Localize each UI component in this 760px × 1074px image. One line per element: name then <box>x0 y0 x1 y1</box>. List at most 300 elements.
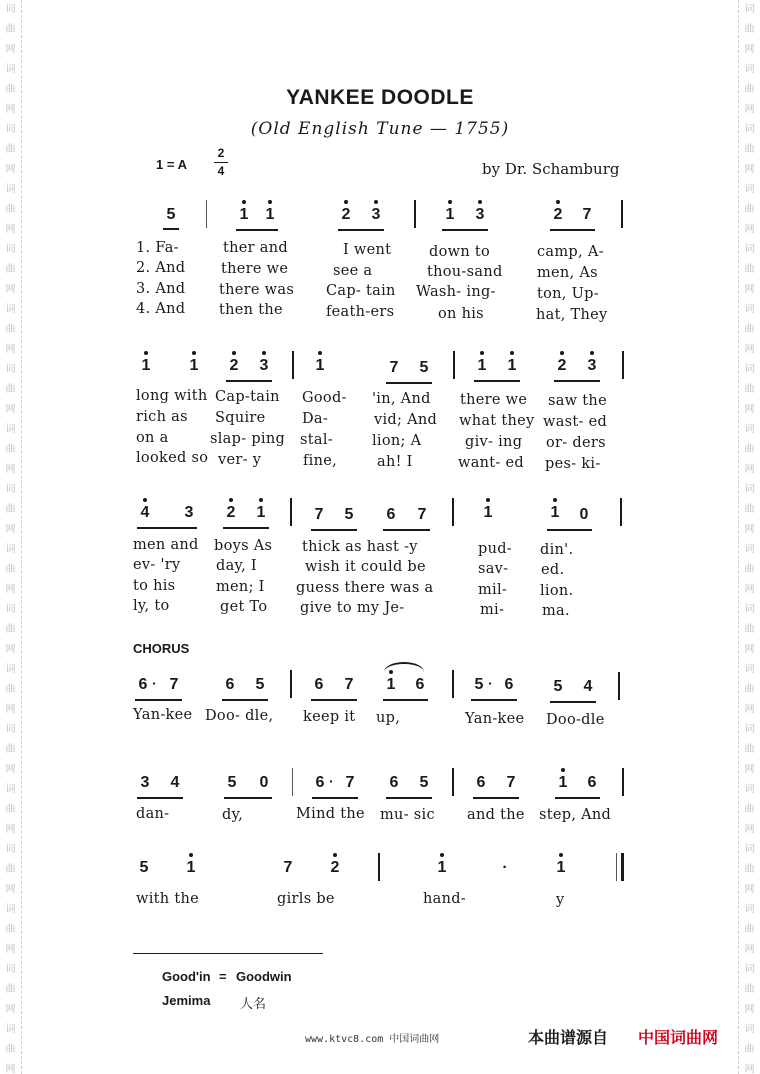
watermark-glyph: 网 <box>5 524 16 535</box>
final-bar-thick <box>621 853 624 881</box>
watermark-glyph: 词 <box>744 4 755 15</box>
lyric: step, And <box>539 807 612 823</box>
watermark-glyph: 曲 <box>744 984 755 995</box>
lyric: men and <box>133 537 199 553</box>
watermark-glyph: 曲 <box>5 324 16 335</box>
note: 4 <box>583 678 593 695</box>
watermark-left <box>0 0 22 1074</box>
dot-separator: · <box>152 675 157 691</box>
watermark-glyph: 网 <box>5 824 16 835</box>
watermark-glyph: 曲 <box>5 264 16 275</box>
bar-line <box>453 351 455 379</box>
note: 6 <box>389 774 399 791</box>
watermark-glyph: 曲 <box>5 204 16 215</box>
note: 6 <box>504 676 514 693</box>
watermark-glyph: 网 <box>5 584 16 595</box>
watermark-glyph: 曲 <box>744 744 755 755</box>
lyric: Doo-dle <box>546 712 605 728</box>
lyric: stal- <box>300 432 333 448</box>
note: 5 <box>474 676 484 693</box>
bar-line <box>292 351 294 379</box>
note: 7 <box>345 774 355 791</box>
watermark-glyph: 曲 <box>744 264 755 275</box>
underline <box>223 527 269 529</box>
note: 3 <box>472 206 488 224</box>
bar-line <box>290 498 292 526</box>
note: 4 <box>170 774 180 791</box>
lyric: pud- <box>478 541 513 557</box>
watermark-glyph: 词 <box>5 304 16 315</box>
lyric: boys As <box>214 538 273 554</box>
note: 1 <box>312 357 328 375</box>
underline <box>224 797 272 799</box>
lyric: ev- 'ry <box>133 557 181 573</box>
watermark-glyph: 曲 <box>744 924 755 935</box>
watermark-glyph: 词 <box>5 64 16 75</box>
watermark-glyph: 网 <box>744 944 755 955</box>
watermark-glyph: 词 <box>5 964 16 975</box>
note: 7 <box>283 859 293 876</box>
watermark-glyph: 曲 <box>744 384 755 395</box>
lyric: 2. And <box>136 260 186 276</box>
note: 5 <box>255 676 265 693</box>
note: 1 <box>236 206 252 224</box>
note: 7 <box>389 359 399 376</box>
note: 6 <box>225 676 235 693</box>
note: 2 <box>554 357 570 375</box>
lyric: hat, They <box>536 307 608 323</box>
underline <box>471 699 517 701</box>
note: 5 <box>227 774 237 791</box>
lyric: mi- <box>480 602 505 618</box>
underline <box>442 229 488 231</box>
underline <box>312 797 358 799</box>
note: 5 <box>163 206 179 224</box>
watermark-glyph: 网 <box>5 1004 16 1015</box>
underline <box>137 797 183 799</box>
watermark-glyph: 曲 <box>744 84 755 95</box>
underline <box>554 380 600 382</box>
underline <box>383 699 428 701</box>
watermark-glyph: 词 <box>5 844 16 855</box>
author: by Dr. Schamburg <box>482 160 620 178</box>
bar-line <box>452 498 454 526</box>
lyric: feath-ers <box>326 304 395 320</box>
time-signature <box>214 146 228 179</box>
watermark-glyph: 网 <box>744 584 755 595</box>
watermark-glyph: 曲 <box>5 924 16 935</box>
watermark-glyph: 网 <box>744 524 755 535</box>
bar-line <box>378 853 380 881</box>
note: 1 <box>183 859 199 877</box>
note: 5 <box>344 506 354 523</box>
watermark-glyph: 网 <box>5 164 16 175</box>
watermark-glyph: 曲 <box>5 684 16 695</box>
watermark-glyph: 词 <box>5 364 16 375</box>
lyric: girls be <box>277 891 335 907</box>
watermark-glyph: 曲 <box>5 144 16 155</box>
lyric: dan- <box>136 806 170 822</box>
lyric: and the <box>467 807 525 823</box>
watermark-glyph: 词 <box>744 604 755 615</box>
watermark-glyph: 词 <box>744 544 755 555</box>
watermark-glyph: 网 <box>5 764 16 775</box>
lyric: get To <box>220 599 268 615</box>
note: 5 <box>419 774 429 791</box>
lyric: ver- y <box>218 452 262 468</box>
note: 1 <box>383 676 399 694</box>
note: 2 <box>338 206 354 224</box>
watermark-glyph: 曲 <box>5 24 16 35</box>
note: 1 <box>480 504 496 522</box>
note: 3 <box>140 774 150 791</box>
chorus-label: CHORUS <box>133 641 190 656</box>
lyric: 4. And <box>136 301 186 317</box>
underline <box>550 229 595 231</box>
watermark-glyph: 网 <box>5 344 16 355</box>
lyric: there we <box>460 392 528 408</box>
note: 3 <box>584 357 600 375</box>
lyric: 3. And <box>136 281 186 297</box>
note: 2 <box>327 859 343 877</box>
lyric: y <box>556 892 565 908</box>
lyric: want- ed <box>458 455 524 471</box>
note: · <box>502 859 508 876</box>
lyric: din'. <box>540 542 574 558</box>
lyric: camp, A- <box>537 244 604 260</box>
underline <box>386 797 432 799</box>
lyric: there we <box>221 261 289 277</box>
lyric: slap- ping <box>210 431 286 447</box>
note: 1 <box>474 357 490 375</box>
note: 7 <box>506 774 516 791</box>
lyric: or- ders <box>546 435 606 451</box>
watermark-glyph: 曲 <box>744 1044 755 1055</box>
watermark-glyph: 词 <box>744 784 755 795</box>
underline <box>473 797 519 799</box>
bar-line <box>414 200 416 228</box>
watermark-glyph: 曲 <box>744 684 755 695</box>
underline <box>555 797 600 799</box>
note: 1 <box>186 357 202 375</box>
note: 2 <box>223 504 239 522</box>
watermark-glyph: 曲 <box>744 504 755 515</box>
note: 3 <box>256 357 272 375</box>
underline <box>236 229 278 231</box>
note: 1 <box>504 357 520 375</box>
dot-separator: · <box>488 675 493 691</box>
lyric: Wash- ing- <box>416 284 496 300</box>
watermark-glyph: 网 <box>5 884 16 895</box>
note: 5 <box>419 359 429 376</box>
watermark-right <box>738 0 760 1074</box>
lyric: rich as <box>136 409 188 425</box>
watermark-glyph: 网 <box>744 464 755 475</box>
lyric: long with <box>136 388 208 404</box>
watermark-glyph: 网 <box>744 104 755 115</box>
watermark-glyph: 词 <box>744 244 755 255</box>
underline <box>547 529 592 531</box>
watermark-glyph: 词 <box>744 664 755 675</box>
watermark-glyph: 网 <box>5 1064 16 1074</box>
lyric: dy, <box>222 807 244 823</box>
note: 3 <box>368 206 384 224</box>
watermark-glyph: 词 <box>5 604 16 615</box>
watermark-glyph: 曲 <box>5 444 16 455</box>
note: 6 <box>587 774 597 791</box>
watermark-glyph: 曲 <box>744 864 755 875</box>
note: 1 <box>262 206 278 224</box>
note: 6 <box>314 676 324 693</box>
lyric: Yan-kee <box>133 707 193 723</box>
bar-line <box>620 498 622 526</box>
lyric: ton, Up- <box>537 286 599 302</box>
lyric: thou-sand <box>427 264 503 280</box>
note: 6 <box>315 774 325 791</box>
lyric: Doo- dle, <box>205 708 274 724</box>
watermark-glyph: 网 <box>744 884 755 895</box>
lyric: hand- <box>423 891 467 907</box>
watermark-glyph: 词 <box>5 424 16 435</box>
lyric: 'in, And <box>372 391 431 407</box>
watermark-glyph: 曲 <box>744 24 755 35</box>
underline <box>311 529 357 531</box>
watermark-glyph: 词 <box>5 904 16 915</box>
song-title: YANKEE DOODLE <box>286 86 474 109</box>
key-signature: 1 = A <box>156 157 187 172</box>
footnote-equals: = <box>219 969 227 984</box>
lyric: ther and <box>223 240 288 256</box>
lyric: men, As <box>537 265 598 281</box>
bar-line <box>618 672 620 700</box>
watermark-glyph: 曲 <box>744 204 755 215</box>
watermark-glyph: 曲 <box>5 1044 16 1055</box>
lyric: mil- <box>478 582 508 598</box>
note: 1 <box>442 206 458 224</box>
lyric: there was <box>219 282 295 298</box>
lyric: to his <box>133 578 176 594</box>
lyric: keep it <box>303 709 356 725</box>
source-label: 本曲谱源自 <box>528 1028 609 1047</box>
watermark-glyph: 网 <box>5 104 16 115</box>
lyric: fine, <box>303 453 338 469</box>
watermark-glyph: 网 <box>744 224 755 235</box>
final-bar-thin <box>616 853 617 881</box>
bar-line <box>452 768 454 796</box>
watermark-glyph: 网 <box>744 644 755 655</box>
lyric: Yan-kee <box>465 711 525 727</box>
watermark-glyph: 曲 <box>744 144 755 155</box>
watermark-glyph: 网 <box>5 44 16 55</box>
footnote-term: Jemima <box>162 993 211 1008</box>
note: 3 <box>184 504 194 521</box>
watermark-glyph: 网 <box>5 944 16 955</box>
underline <box>338 229 384 231</box>
watermark-glyph: 词 <box>744 184 755 195</box>
lyric: lion. <box>540 583 574 599</box>
lyric: giv- ing <box>465 434 523 450</box>
watermark-glyph: 词 <box>5 124 16 135</box>
note: 2 <box>226 357 242 375</box>
note: 7 <box>582 206 592 223</box>
lyric: with the <box>136 891 199 907</box>
underline <box>137 527 197 529</box>
watermark-glyph: 词 <box>744 484 755 495</box>
lyric: pes- ki- <box>545 456 601 472</box>
watermark-glyph: 曲 <box>5 564 16 575</box>
note: 6 <box>138 676 148 693</box>
site-url[interactable]: www.ktvc8.com 中国词曲网 <box>305 1034 440 1045</box>
bar-line <box>621 200 623 228</box>
lyric: wish it could be <box>305 559 426 575</box>
dot-separator: · <box>329 773 334 789</box>
watermark-glyph: 曲 <box>744 624 755 635</box>
watermark-glyph: 曲 <box>744 324 755 335</box>
watermark-glyph: 词 <box>5 244 16 255</box>
watermark-glyph: 词 <box>5 1024 16 1035</box>
bar-line <box>206 200 207 228</box>
watermark-glyph: 网 <box>5 284 16 295</box>
lyric: Good- <box>302 390 347 406</box>
watermark-glyph: 网 <box>744 704 755 715</box>
note: 7 <box>417 506 427 523</box>
lyric: on a <box>136 430 169 446</box>
lyric: ah! I <box>377 454 413 470</box>
note: 1 <box>253 504 269 522</box>
watermark-glyph: 网 <box>744 344 755 355</box>
note: 1 <box>555 774 571 792</box>
bar-line <box>290 670 292 698</box>
lyric: then the <box>219 302 283 318</box>
watermark-glyph: 网 <box>5 224 16 235</box>
note: 6 <box>476 774 486 791</box>
lyric: Cap- tain <box>326 283 396 299</box>
footnote-term: Good'in <box>162 969 211 984</box>
lyric: wast- ed <box>543 414 608 430</box>
watermark-glyph: 词 <box>744 424 755 435</box>
underline <box>226 380 272 382</box>
watermark-glyph: 网 <box>744 1004 755 1015</box>
note: 5 <box>139 859 149 876</box>
lyric: saw the <box>548 393 607 409</box>
underline <box>222 699 268 701</box>
brand-logo-text[interactable]: 中国词曲网 <box>638 1028 719 1047</box>
lyric: ed. <box>541 562 565 578</box>
note: 1 <box>434 859 450 877</box>
note: 5 <box>553 678 563 695</box>
footnote-value: Goodwin <box>236 969 292 984</box>
lyric: Cap-tain <box>215 389 280 405</box>
watermark-glyph: 词 <box>5 724 16 735</box>
underline <box>550 701 596 703</box>
lyric: sav- <box>478 561 509 577</box>
note: 7 <box>169 676 179 693</box>
lyric: Mind the <box>296 806 365 822</box>
watermark-glyph: 网 <box>5 464 16 475</box>
watermark-glyph: 曲 <box>5 84 16 95</box>
lyric: guess there was a <box>296 580 434 596</box>
note: 4 <box>137 504 153 522</box>
lyric: ly, to <box>133 598 170 614</box>
watermark-glyph: 词 <box>744 844 755 855</box>
lyric: what they <box>459 413 535 429</box>
time-sig-bottom: 4 <box>217 164 225 178</box>
lyric: vid; And <box>374 412 438 428</box>
note: 1 <box>553 859 569 877</box>
watermark-glyph: 曲 <box>5 504 16 515</box>
watermark-glyph: 词 <box>744 724 755 735</box>
note: 0 <box>259 774 269 791</box>
lyric: up, <box>376 710 401 726</box>
watermark-glyph: 词 <box>5 664 16 675</box>
watermark-glyph: 曲 <box>5 744 16 755</box>
lyric: thick as hast -y <box>302 539 418 555</box>
watermark-glyph: 词 <box>744 304 755 315</box>
watermark-glyph: 曲 <box>744 804 755 815</box>
lyric: ma. <box>542 603 570 619</box>
song-subtitle: (Old English Tune — 1755) <box>250 119 510 139</box>
underline <box>135 699 182 701</box>
note: 0 <box>579 506 589 523</box>
watermark-glyph: 网 <box>744 1064 755 1074</box>
watermark-glyph: 网 <box>5 404 16 415</box>
lyric: down to <box>429 244 491 260</box>
watermark-glyph: 词 <box>744 964 755 975</box>
lyric: Squire <box>215 410 266 426</box>
lyric: looked so <box>136 450 209 466</box>
note: 6 <box>415 676 425 693</box>
watermark-glyph: 网 <box>744 164 755 175</box>
watermark-glyph: 曲 <box>5 624 16 635</box>
underline <box>383 529 430 531</box>
bar-line <box>622 768 624 796</box>
watermark-glyph: 网 <box>744 764 755 775</box>
lyric: 1. Fa- <box>136 240 179 256</box>
bar-line <box>622 351 624 379</box>
lyric: see a <box>333 263 373 279</box>
watermark-glyph: 曲 <box>5 384 16 395</box>
watermark-glyph: 词 <box>5 784 16 795</box>
watermark-glyph: 词 <box>744 124 755 135</box>
watermark-glyph: 曲 <box>5 984 16 995</box>
note: 6 <box>386 506 396 523</box>
lyric: I went <box>343 242 392 258</box>
underline <box>474 380 520 382</box>
watermark-glyph: 网 <box>744 44 755 55</box>
watermark-glyph: 词 <box>5 184 16 195</box>
watermark-glyph: 词 <box>744 364 755 375</box>
lyric: mu- sic <box>380 807 435 823</box>
watermark-glyph: 网 <box>5 704 16 715</box>
note: 2 <box>550 206 566 224</box>
note: 7 <box>314 506 324 523</box>
watermark-glyph: 词 <box>744 1024 755 1035</box>
underline <box>311 699 357 701</box>
time-sig-top: 2 <box>217 146 225 160</box>
lyric: lion; A <box>372 433 422 449</box>
watermark-glyph: 网 <box>5 644 16 655</box>
lyric: Da- <box>302 411 329 427</box>
note: 1 <box>547 504 563 522</box>
watermark-glyph: 曲 <box>5 804 16 815</box>
watermark-glyph: 词 <box>744 904 755 915</box>
underline <box>386 382 432 384</box>
note: 1 <box>138 357 154 375</box>
lyric: men; I <box>216 579 265 595</box>
footnote-divider <box>133 953 323 954</box>
watermark-glyph: 词 <box>744 64 755 75</box>
watermark-glyph: 词 <box>5 484 16 495</box>
